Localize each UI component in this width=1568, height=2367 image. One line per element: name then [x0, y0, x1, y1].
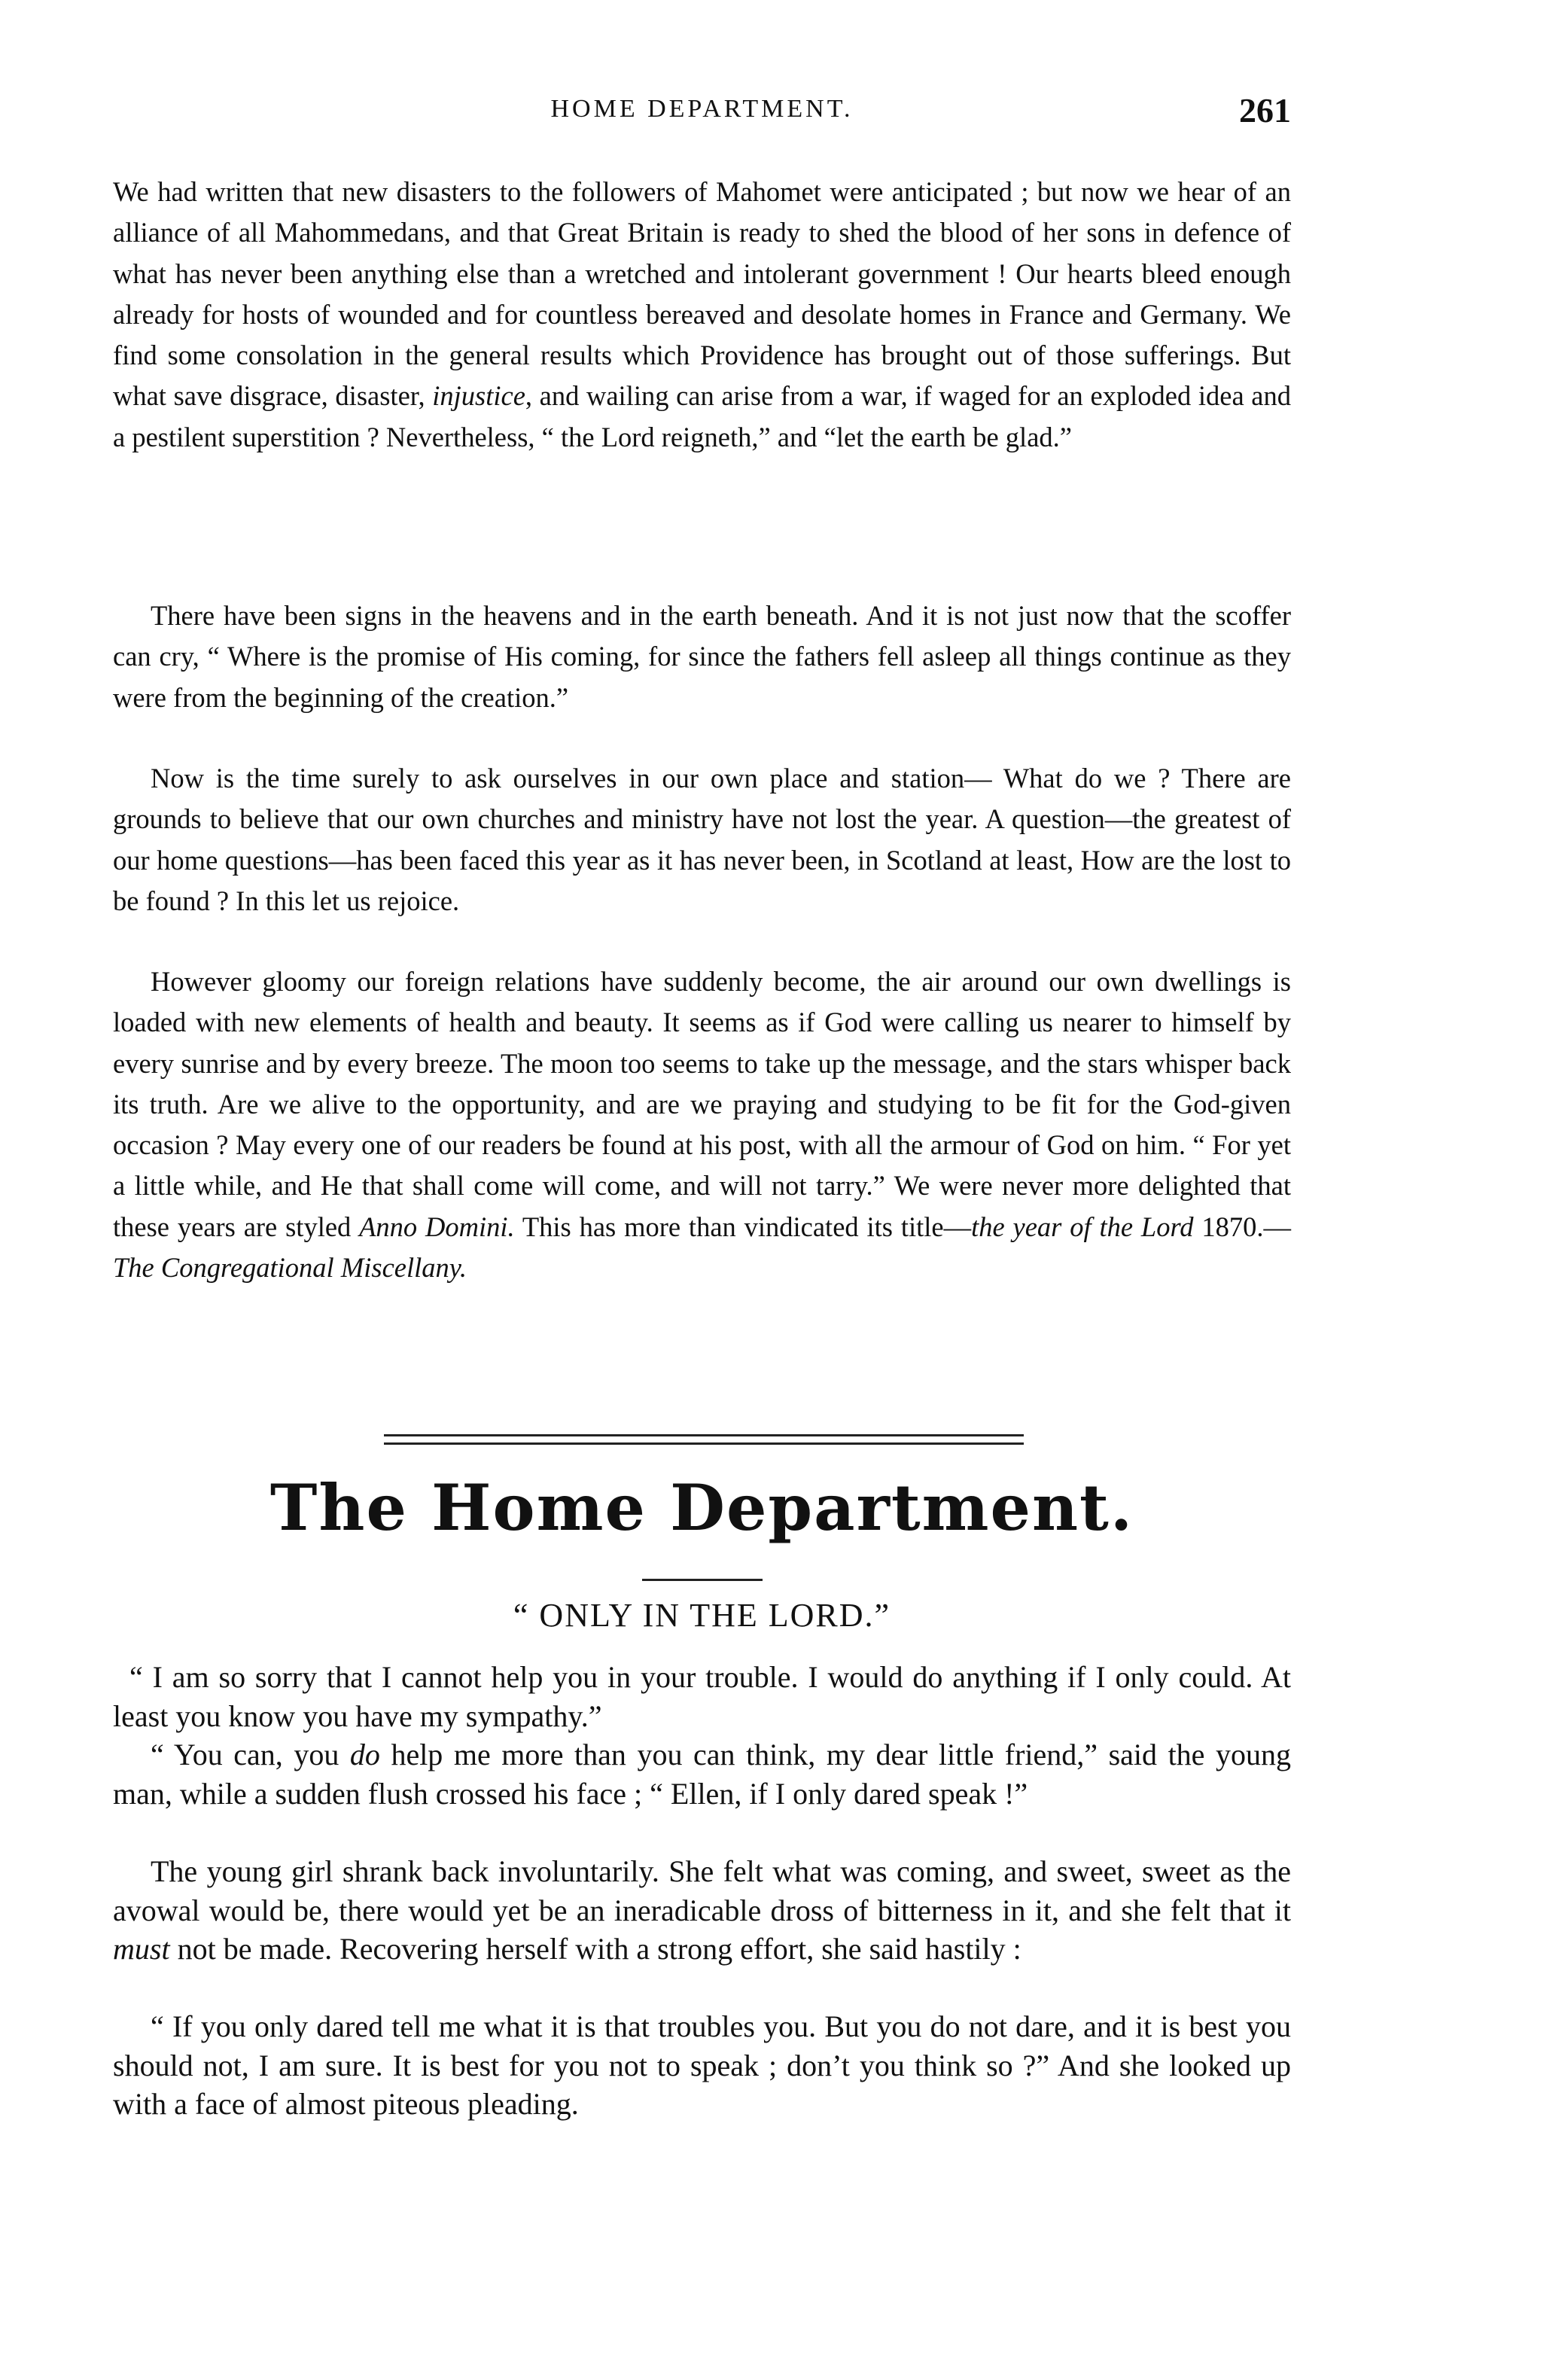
article-paragraph: Now is the time surely to ask ourselves in our own place and station— What do we ? There are grounds to believe that our own churches and ministry have not lost the year. A question—the greatest of our home questions—has been faced this year as it has never been, in Scotland at least, How are the lost to be found ? In this let us rejoice.: [113, 763, 1291, 916]
story-paragraph: “ I am so sorry that I cannot help you in your trouble. I would do anything if I only could. At least you know you have my sympathy.”: [113, 1660, 1291, 1733]
text-run: However gloomy our foreign relations have suddenly become, the air around our own dwellings is loaded with new elements of health and beauty. It seems as if God were calling us nearer to himself by every sunrise and by every breeze. The moon too seems to take up the message, and the stars whisper back its truth. Are we alive to the opportunity, and are we praying and studying to be fit for the God-given occasion ? May every one of our readers be found at his post, with all the armour of God on him. “ For yet a little while, and He that shall come will come, and will not tarry.” We were never more delighted that these years are styled: [113, 966, 1291, 1242]
story-paragraph: [113, 1735, 1291, 1813]
italic-text: must: [113, 1932, 170, 1966]
italic-text: The Congregational Miscellany.: [113, 1252, 467, 1284]
italic-text: the year of the Lord: [971, 1211, 1194, 1242]
running-title: HOME DEPARTMENT.: [550, 95, 854, 123]
text-run: The young girl shrank back involuntarily. She felt what was coming, and sweet, sweet as the avowal would be, there would yet be an ineradicable dross of bitterness in it, and she felt that it: [113, 1854, 1291, 1927]
article-paragraph: [113, 172, 1291, 458]
italic-text: do: [349, 1738, 380, 1771]
italic-text: Anno Domini.: [359, 1211, 515, 1242]
running-head: [113, 90, 1291, 136]
text-run: , and wailing can arise from a war, if waged for an exploded idea and a pestilent superstition ? Nevertheless, “ the Lord reigneth,” and “let the earth be glad.”: [113, 380, 1291, 452]
divider-rule: [384, 1434, 1024, 1436]
story-paragraph: “ If you only dared tell me what it is that troubles you. But you do not dare, and it is best you should not, I am sure. It is best for you not to speak ; don’t you think so ?” And she looked up with a face of almost piteous pleading.: [113, 2009, 1291, 2122]
section-divider: [384, 1434, 1024, 1451]
text-run: not be made. Recovering herself with a strong effort, she said hastily :: [169, 1932, 1021, 1966]
text-run: 1870.—: [1193, 1211, 1292, 1242]
text-run: We had written that new disasters to the followers of Mahomet were anticipated ; but now we hear of an alliance of all Mahommedans, and that Great Britain is ready to shed the blood of her sons in defence of what has never been anything else than a wretched and intolerant government ! Our hearts bleed enough already for hosts of wounded and for countless bereaved and desolate homes in France and Germany. We find some consolation in the general results which Providence has brought out of those sufferings. But what save disgrace, disaster,: [113, 176, 1291, 412]
divider-rule: [384, 1442, 1024, 1445]
text-run: “ You can, you: [151, 1738, 350, 1771]
article-paragraph: There have been signs in the heavens and in the earth beneath. And it is not just now that the scoffer can cry, “ Where is the promise of His coming, for since the fathers fell asleep all things continue as they were from the beginning of the creation.”: [113, 600, 1291, 713]
page: [113, 0, 1291, 2367]
text-run: This has more than vindicated its title—: [514, 1211, 972, 1242]
story-title: “ ONLY IN THE LORD.”: [513, 1597, 891, 1634]
article-paragraph: [113, 961, 1291, 1288]
text-run: help me more than you can think, my dear little friend,” said the young man, while a sudden flush crossed his face ; “ Ellen, if I only dared speak !”: [113, 1738, 1291, 1811]
heading-rule: [642, 1579, 763, 1581]
italic-text: injustice: [432, 380, 525, 412]
story-paragraph: [113, 1852, 1291, 1969]
page-number: 261: [1239, 91, 1291, 129]
section-heading: The Home Department.: [269, 1470, 1134, 1545]
